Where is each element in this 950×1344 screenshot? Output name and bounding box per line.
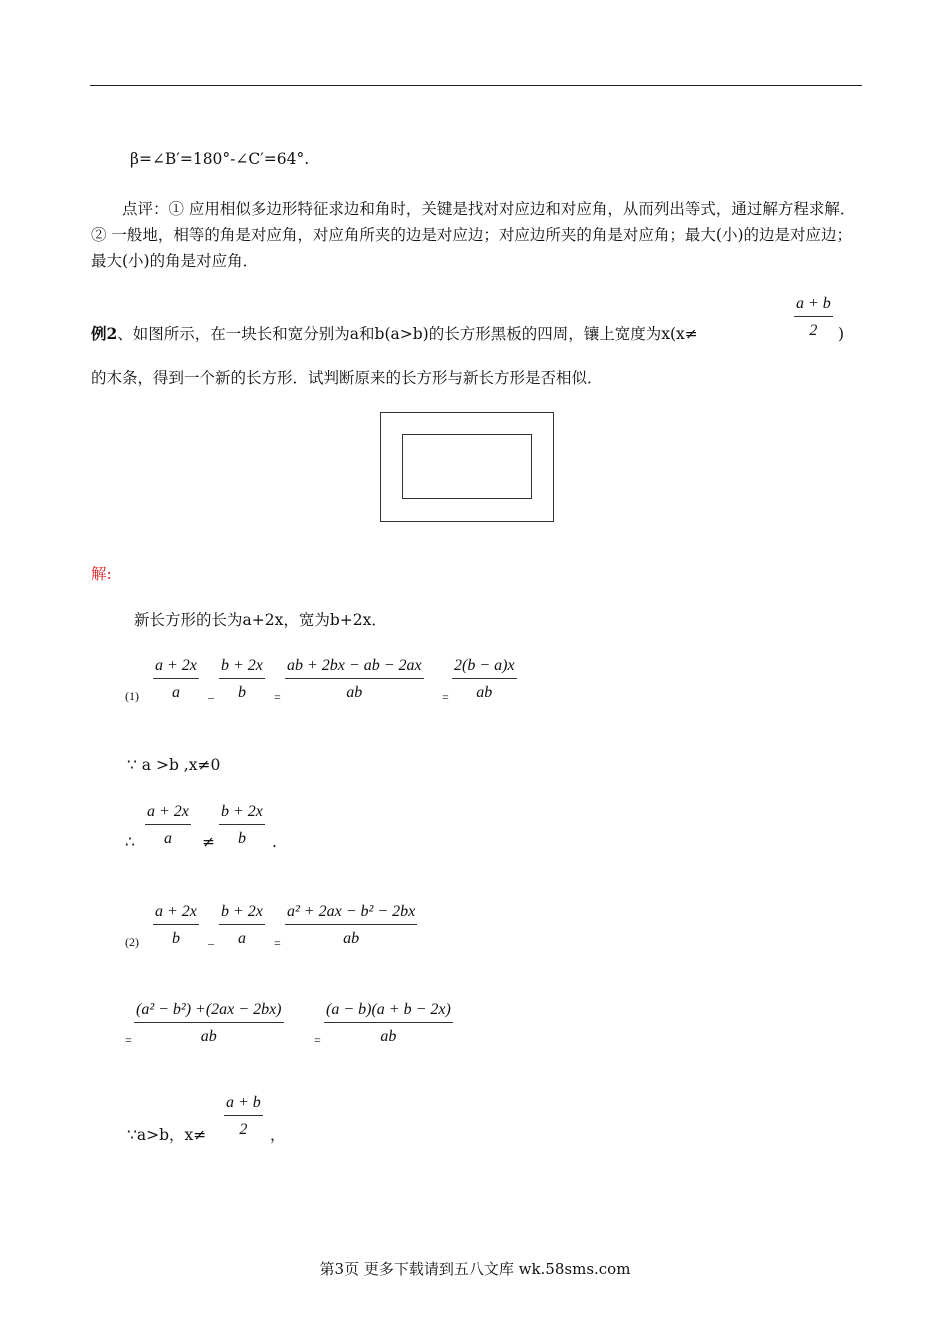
step-1-fraction-3: $\frac{ab + 2bx - ab - 2ax}{ab}$ (287, 657, 422, 701)
example-2-line-1 (91, 321, 698, 347)
minus-sign: – (208, 936, 214, 950)
comma: ， (270, 1126, 286, 1144)
equals-sign: = (274, 936, 281, 950)
fraction-a-plus-b-over-2-second: $\frac{a + b}{2}$ (226, 1094, 261, 1138)
because-line-2: ∵a>b，x≠ (127, 1126, 207, 1144)
equals-sign: = (274, 690, 281, 704)
comment-paragraph (91, 196, 866, 274)
minus-sign: – (208, 690, 214, 704)
equals-sign: = (442, 690, 449, 704)
equals-sign: = (125, 1033, 132, 1047)
comment-text: 点评：① 应用相似多边形特征求边和角时，关键是找对对应边和对应角，从而列出等式，通过解方程求解．② 一般地，相等的角是对应角，对应角所夹的边是对应边；对应边所夹的角是对应角；最大(小)的边是对应边；最大(小)的角是对应角． (91, 200, 856, 270)
step-1-fraction-4: $\frac{2(b - a)x}{ab}$ (454, 657, 515, 701)
step-2-fraction-2: $\frac{b + 2x}{a}$ (221, 903, 263, 947)
solution-label: 解: (91, 565, 112, 583)
page-footer: 第3页 更多下载请到五八文库 wk.58sms.com (319, 1260, 631, 1278)
step-1-label: (1) (125, 689, 139, 703)
inner-rectangle-figure (402, 434, 532, 499)
equals-sign: = (314, 1033, 321, 1047)
period: . (272, 833, 277, 851)
example-2-line-2: 的木条，得到一个新的长方形．试判断原来的长方形与新长方形是否相似． (91, 369, 603, 387)
angle-result: β=∠B′=180°-∠C′=64°. (130, 150, 310, 168)
not-equal-sign: ≠ (202, 833, 215, 851)
therefore-fraction-2: $\frac{b + 2x}{b}$ (221, 803, 263, 847)
step-2-fraction-3: $\frac{\text{a² + 2ax − b² − 2bx}}{ab}$ (287, 903, 416, 947)
fraction-a-plus-b-over-2: $\frac{a + b}{2}$ (796, 295, 831, 339)
example-2-text: 、如图所示，在一块长和宽分别为a和b(a>b)的长方形黑板的四周，镶上宽度为x(x≠ (117, 325, 698, 343)
because-line-1: ∵ a >b ,x≠0 (127, 756, 221, 774)
new-rectangle-dimensions: 新长方形的长为a+2x，宽为b+2x． (134, 611, 387, 629)
example-2-close-paren: ) (838, 325, 845, 343)
step-3-fraction-2: $\frac{(a - b)(a + b - 2x)}{ab}$ (326, 1001, 451, 1045)
example-2-label: 例2 (91, 324, 118, 343)
step-1-fraction-1: $\frac{a + 2x}{a}$ (155, 657, 197, 701)
therefore-fraction-1: $\frac{a + 2x}{a}$ (147, 803, 189, 847)
header-rule (90, 85, 862, 86)
step-1-fraction-2: $\frac{b + 2x}{b}$ (221, 657, 263, 701)
therefore-symbol: ∴ (125, 833, 135, 851)
step-3-fraction-1: $\frac{\text{(a² − b²) +(2ax − 2bx)}}{ab}$ (136, 1001, 282, 1045)
step-2-fraction-1: $\frac{a + 2x}{b}$ (155, 903, 197, 947)
step-2-label: (2) (125, 935, 139, 949)
